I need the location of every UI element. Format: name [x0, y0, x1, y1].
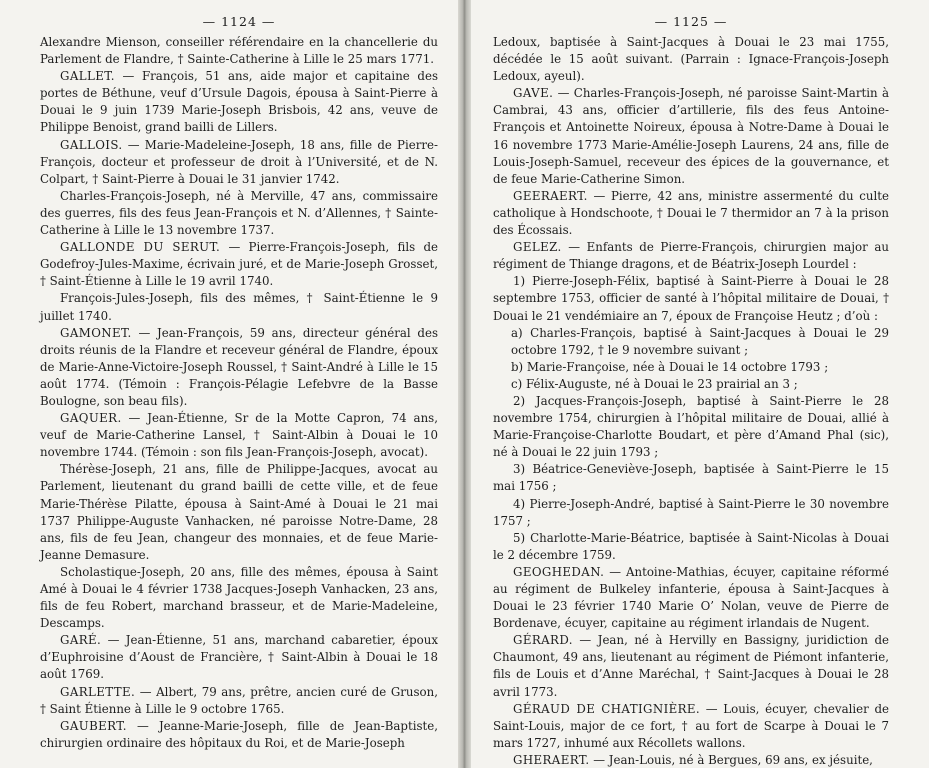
entry-paragraph: GAQUER. — Jean-Étienne, Sr de la Motte Capron, 74 ans, veuf de Marie-Catherine Lansel, † Saint-Albin à Douai le 10 novembre 1744. (Témoin : son fils Jean-François-Joseph, avocat).: [40, 411, 438, 460]
entry-paragraph: François-Jules-Joseph, fils des mêmes, † Saint-Étienne le 9 juillet 1740.: [40, 291, 438, 323]
child-entry: 3) Béatrice-Geneviève-Joseph, baptisée à Saint-Pierre le 15 mai 1756 ;: [493, 462, 889, 494]
entry-paragraph: Scholastique-Joseph, 20 ans, fille des mêmes, épousa à Saint Amé à Douai le 4 février 1738 Jacques-Joseph Vanhacken, 23 ans, fils de feu Robert, marchand brasseur, et de Marie-Madeleine, Descamps.: [40, 564, 438, 631]
grandchild-entry: b) Marie-Françoise, née à Douai le 14 octobre 1793 ;: [511, 359, 829, 374]
page-number-right: — 1125 —: [654, 14, 728, 29]
entry-paragraph: GAUBERT. — Jeanne-Marie-Joseph, fille de Jean-Baptiste, chirurgien ordinaire des hôpitaux du Roi, et de Marie-Joseph: [40, 718, 438, 750]
child-entry: 4) Pierre-Joseph-André, baptisé à Saint-Pierre le 30 novembre 1757 ;: [493, 496, 889, 528]
surname-heading: GALLONDE DU SERUT.: [60, 240, 221, 255]
surname-heading: GAUBERT.: [60, 718, 127, 733]
surname-heading: GÉRAUD DE CHATIGNIÈRE.: [513, 701, 701, 716]
entry-paragraph: GELEZ. — Enfants de Pierre-François, chirurgien major au régiment de Thiange dragons, et de Béatrix-Joseph Lourdel :: [493, 240, 889, 272]
child-entry: 5) Charlotte-Marie-Béatrice, baptisée à Saint-Nicolas à Douai le 2 décembre 1759.: [493, 530, 889, 562]
surname-heading: GAVE.: [513, 86, 554, 101]
surname-heading: GAMONET.: [60, 325, 132, 340]
grandchild-entry: a) Charles-François, baptisé à Saint-Jacques à Douai le 29 octobre 1792, † le 9 novembre suivant ;: [511, 325, 889, 357]
entry-paragraph: Charles-François-Joseph, né à Merville, 47 ans, commissaire des guerres, fils des feus Jean-François et N. d’Allennes, † Sainte-Catherine à Lille le 13 novembre 1737.: [40, 188, 438, 238]
entry-paragraph: Ledoux, baptisée à Saint-Jacques à Douai le 23 mai 1755, décédée le 15 août suivant. (Parrain : Ignace-François-Joseph Ledoux, ayeul).: [493, 35, 889, 84]
surname-heading: GARÉ.: [60, 633, 102, 648]
surname-heading: GEERAERT.: [513, 188, 588, 203]
entry-paragraph: GÉRARD. — Jean, né à Hervilly en Bassigny, juridiction de Chaumont, 49 ans, lieutenant au régiment de Piémont infanterie, fils de Louis et d’Anne Maréchal, † Saint-Jacques à Douai le 28 avril 1773.: [493, 633, 889, 699]
surname-heading: GALLOIS.: [60, 137, 123, 152]
surname-heading: GHERAERT.: [513, 752, 590, 767]
child-entry: 1) Pierre-Joseph-Félix, baptisé à Saint-Pierre à Douai le 28 septembre 1753, officier de santé à l’hôpital militaire de Douai, † Douai le 21 vendémiaire an 7, époux de Françoise Heutz ; d’où :: [493, 274, 889, 323]
entry-paragraph: GAMONET. — Jean-François, 59 ans, directeur général des droits réunis de la Flandre et receveur général de Flandre, époux de Marie-Anne-Victoire-Joseph Roussel, † Saint-André à Lille le 15 août 1774. (Témoin : François-Pélagie Lefebvre de la Basse Boulogne, son beau fils).: [40, 325, 438, 408]
right-page: [471, 0, 929, 768]
grandchild-entry: c) Félix-Auguste, né à Douai le 23 prairial an 3 ;: [511, 376, 798, 391]
entry-paragraph: Alexandre Mienson, conseiller référendaire en la chancellerie du Parlement de Flandre, † Sainte-Catherine à Lille le 25 mars 1771.: [40, 35, 438, 67]
surname-heading: GALLET.: [60, 69, 115, 84]
book-gutter: [458, 0, 471, 768]
surname-heading: GÉRARD.: [513, 633, 573, 648]
entry-paragraph: GALLONDE DU SERUT. — Pierre-François-Joseph, fils de Godefroy-Jules-Maxime, écrivain juré, et de Marie-Joseph Grosset, † Saint-Étienne à Lille le 19 avril 1740.: [40, 240, 438, 289]
entry-paragraph: Thérèse-Joseph, 21 ans, fille de Philippe-Jacques, avocat au Parlement, lieutenant du grand bailli de cette ville, et de feue Marie-Thérèse Pilatte, épousa à Saint-Amé à Douai le 21 mai 1737 Philippe-Auguste Vanhacken, né paroisse Notre-Dame, 28 ans, fils de feu Jean, changeur des monnaies, et de feue Marie-Jeanne Demasure.: [40, 462, 438, 562]
child-entry: 2) Jacques-François-Joseph, baptisé à Saint-Pierre le 28 novembre 1754, chirurgien à l’hôpital militaire de Douai, allié à Marie-Françoise-Charlotte Boudart, et père d’Amand Phal (sic), né à Douai le 22 juin 1793 ;: [493, 393, 889, 460]
entry-paragraph: GÉRAUD DE CHATIGNIÈRE. — Louis, écuyer, chevalier de Saint-Louis, major de ce fort, † au fort de Scarpe à Douai le 7 mars 1727, inhumé aux Récollets wallons.: [493, 701, 890, 750]
page-number-left: — 1124 —: [202, 14, 276, 29]
entry-paragraph: GALLOIS. — Marie-Madeleine-Joseph, 18 ans, fille de Pierre-François, docteur et professeur de droit à l’Université, et de N. Colpart, † Saint-Pierre à Douai le 31 janvier 1742.: [40, 137, 438, 186]
surname-heading: GARLETTE.: [60, 684, 136, 699]
entry-paragraph: GEOGHEDAN. — Antoine-Mathias, écuyer, capitaine réformé au régiment de Bulkeley infanterie, épousa à Saint-Jacques à Douai le 23 février 1740 Marie O’ Nolan, veuve de Pierre de Bordenave, écuyer, capitaine au régiment irlandais de Nugent.: [493, 564, 889, 631]
entry-paragraph: GHERAERT. — Jean-Louis, né à Bergues, 69 ans, ex jésuite,: [513, 752, 873, 767]
surname-heading: GAQUER.: [60, 411, 122, 426]
surname-heading: GELEZ.: [513, 240, 562, 255]
surname-heading: GEOGHEDAN.: [513, 564, 605, 579]
entry-paragraph: GARÉ. — Jean-Étienne, 51 ans, marchand cabaretier, époux d’Euphroisine d’Aoust de Francière, † Saint-Albin à Douai le 18 août 1769.: [40, 633, 438, 682]
left-page: [0, 0, 458, 768]
entry-paragraph: GALLET. — François, 51 ans, aide major et capitaine des portes de Béthune, veuf d’Ursule Dagois, épousa à Saint-Pierre à Douai le 9 juin 1739 Marie-Joseph Brisbois, 42 ans, veuve de Philippe Benoist, grand bailli de Lillers.: [40, 69, 438, 135]
entry-paragraph: GARLETTE. — Albert, 79 ans, prêtre, ancien curé de Gruson, † Saint Étienne à Lille le 9 octobre 1765.: [40, 684, 438, 716]
entry-paragraph: GAVE. — Charles-François-Joseph, né paroisse Saint-Martin à Cambrai, 43 ans, officier d’artillerie, fils des feus Antoine-François et Antoinette Noireux, épousa à Notre-Dame à Douai le 16 novembre 1773 Marie-Amélie-Joseph Laurens, 24 ans, fille de Louis-Joseph-Samuel, receveur des épices de la gouvernance, et de feue Marie-Catherine Simon.: [493, 86, 889, 186]
entry-paragraph: GEERAERT. — Pierre, 42 ans, ministre assermenté du culte catholique à Hondschoote, † Douai le 7 thermidor an 7 à la prison des Écossais.: [493, 188, 889, 238]
